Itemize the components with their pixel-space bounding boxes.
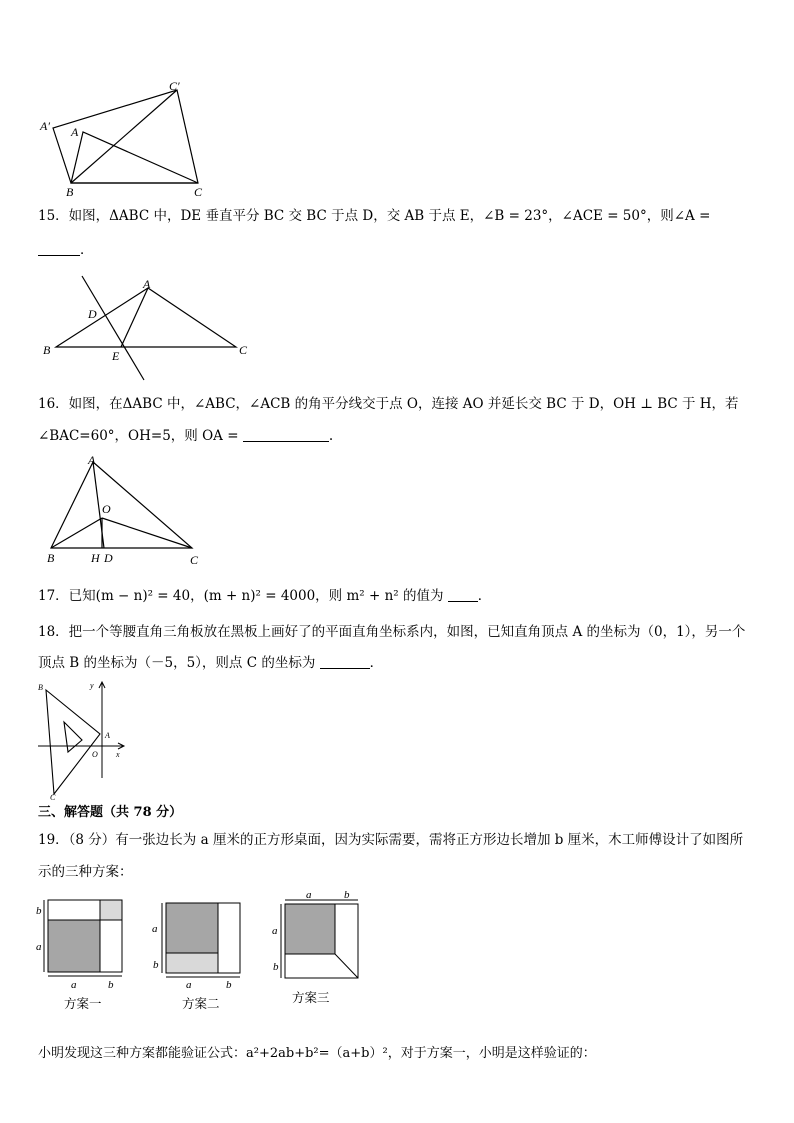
label-e: E [112,349,120,363]
label-c: C [194,185,203,199]
plan-2-caption: 方案二 [182,996,220,1011]
square-a [48,920,100,972]
figure-q18 [34,678,134,802]
section-3-heading: 三、解答题（共 78 分） [38,805,183,820]
label-h: H [91,551,100,565]
label-b: B [43,343,51,357]
figure-q14 [36,78,216,198]
dim-b-left: b [153,959,159,971]
label-c: C [239,343,248,357]
label-b: B [38,683,43,692]
q16-answer-blank[interactable] [243,427,329,442]
dim-b-bottom: b [226,979,232,991]
q16-text-line2: ∠BAC=60°，OH=5，则 OA = . [38,428,334,444]
figure-plan-3 [270,890,366,984]
label-a: A [71,125,79,139]
q18-text-line2: 顶点 B 的坐标为（－5，5），则点 C 的坐标为 ． [38,655,384,671]
q15-answer-line: ． [38,240,94,260]
q19-text-line2: 示的三种方案： [38,864,133,880]
label-o: O [92,750,98,759]
dim-a-bottom: a [71,979,77,991]
label-c: C [190,553,199,567]
q18-answer-blank[interactable] [320,654,370,669]
triangle-abc [71,132,198,183]
label-c-prime: C′ [169,79,180,93]
bisector-co [102,518,192,548]
figure-plan-2 [150,898,246,991]
label-a-prime: A′ [40,119,50,133]
plan-3-caption: 方案三 [292,990,330,1005]
label-o: O [102,502,111,516]
triangle-board-outer [46,690,100,794]
label-x: x [116,750,120,759]
square-b [100,900,122,920]
label-d: D [88,307,97,321]
label-b: B [47,551,55,565]
q17-text: 17．已知(m − n)² = 40，(m + n)² = 4000，则 m² + n² 的值为 ． [38,588,492,604]
square-a [285,904,335,954]
dim-b-top: b [344,889,350,901]
label-b: B [66,185,74,199]
q17-answer-blank[interactable] [448,587,478,602]
triangle-abc [56,288,236,347]
rect-a-square [166,903,218,953]
label-c: C [50,793,56,802]
dim-a-left: a [152,923,158,935]
label-a: A [105,731,110,740]
q19-text-line1: 19．（8 分）有一张边长为 a 厘米的正方形桌面，因为实际需要，需将正方形边长增加 b 厘米，木工师傅设计了如图所 [38,832,744,848]
q15-text-line1: 15．如图，ΔABC 中，DE 垂直平分 BC 交 BC 于点 D，交 AB 于点 E，∠B = 23°，∠ACE = 50°，则∠A = [38,208,711,224]
figure-q15 [36,272,266,384]
dim-a-left: a [272,925,278,937]
segment-bc-prime [71,90,177,183]
q15-answer-blank[interactable] [38,241,80,256]
q18-text-line1: 18．把一个等腰直角三角板放在黑板上画好了的平面直角坐标系内，如图，已知直角顶点 A 的坐标为（0，1），另一个 [38,624,746,640]
q19-text-line3: 小明发现这三种方案都能验证公式：a²+2ab+b²=（a+b）²，对于方案一，小明是这样验证的： [38,1046,596,1061]
label-y: y [90,681,94,690]
plan-1-caption: 方案一 [64,996,102,1011]
label-d: D [104,551,113,565]
label-a: A [143,277,151,291]
rect-ab [166,953,218,973]
triangle-board-inner [64,722,82,752]
dim-a-bottom: a [186,979,192,991]
perpendicular-bisector-de [82,276,144,380]
dim-a-left: a [36,941,42,953]
dim-a-top: a [306,889,312,901]
q16-text-line1: 16．如图，在ΔABC 中，∠ABC，∠ACB 的角平分线交于点 O，连接 AO 并延长交 BC 于 D，OH ⊥ BC 于 H，若 [38,396,739,412]
dim-b-left: b [36,905,42,917]
figure-q16 [40,452,220,570]
label-a: A [88,453,96,467]
dim-b-left: b [273,961,279,973]
figure-plan-1 [36,898,128,991]
dim-b-bottom: b [108,979,114,991]
